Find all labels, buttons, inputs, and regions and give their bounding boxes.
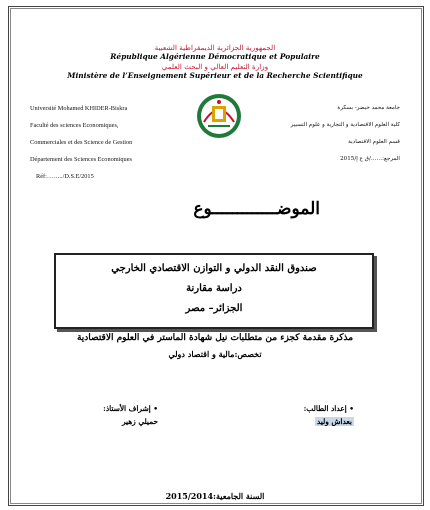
- subject-heading: الموضـــــــــــــوع: [193, 199, 320, 219]
- thesis-subtitle: دراسة مقارنة: [186, 283, 242, 294]
- bullet-icon: •: [150, 404, 158, 413]
- header-ar-republic: الجمهورية الجزائرية الديمقراطية الشعبية: [154, 43, 276, 52]
- left-university: Université Mohamed KHIDER-Biskra: [30, 105, 128, 112]
- bullet-icon: •: [346, 404, 354, 413]
- left-ref: Réf:……../D.S.E/2015: [36, 173, 94, 180]
- memo-line: مذكرة مقدمة كجزء من متطلبات نيل شهادة الماستر في العلوم الاقتصادية: [76, 333, 354, 343]
- specialty: تخصص:مالية و اقتصاد دولي: [168, 349, 262, 359]
- supervisor-name: حميلي زهير: [121, 417, 158, 426]
- right-university: جامعة محمد خيضر- بسكرة: [337, 105, 400, 111]
- thesis-title: صندوق النقد الدولي و التوازن الاقتصادي الخارجي: [111, 263, 317, 274]
- right-faculty: كلية العلوم الاقتصادية و التجارية و علوم التسيير: [290, 122, 400, 128]
- supervised-by-label: • إشراف الأستاذ:: [103, 404, 158, 413]
- university-logo-icon: [194, 92, 244, 140]
- header-fr-republic: République Algérienne Démocratique et Populaire: [110, 52, 320, 61]
- student-name: بعداش وليد: [316, 417, 352, 426]
- right-department: قسم العلوم الاقتصادية: [348, 139, 400, 145]
- academic-year: السنة الجامعية:2015/2014: [165, 491, 265, 501]
- left-department: Département des Sciences Economiques: [30, 156, 132, 163]
- header-ar-ministry: وزارة التعليم العالي و البحث العلمي: [161, 62, 269, 71]
- prepared-by-label: • إعداد الطالب:: [303, 404, 354, 413]
- header-fr-ministry: Ministère de l’Enseignement Supérieur et de la Recherche Scientifique: [67, 71, 363, 80]
- left-faculty-cont: Commerciales et des Science de Gestion: [30, 139, 133, 146]
- left-faculty: Faculté des sciences Economiques,: [30, 122, 119, 129]
- right-ref: المرجع:……/ق ع إ/2015: [340, 156, 400, 162]
- thesis-title-box: [54, 253, 374, 329]
- thesis-case: الجزائر– مصر: [185, 303, 243, 314]
